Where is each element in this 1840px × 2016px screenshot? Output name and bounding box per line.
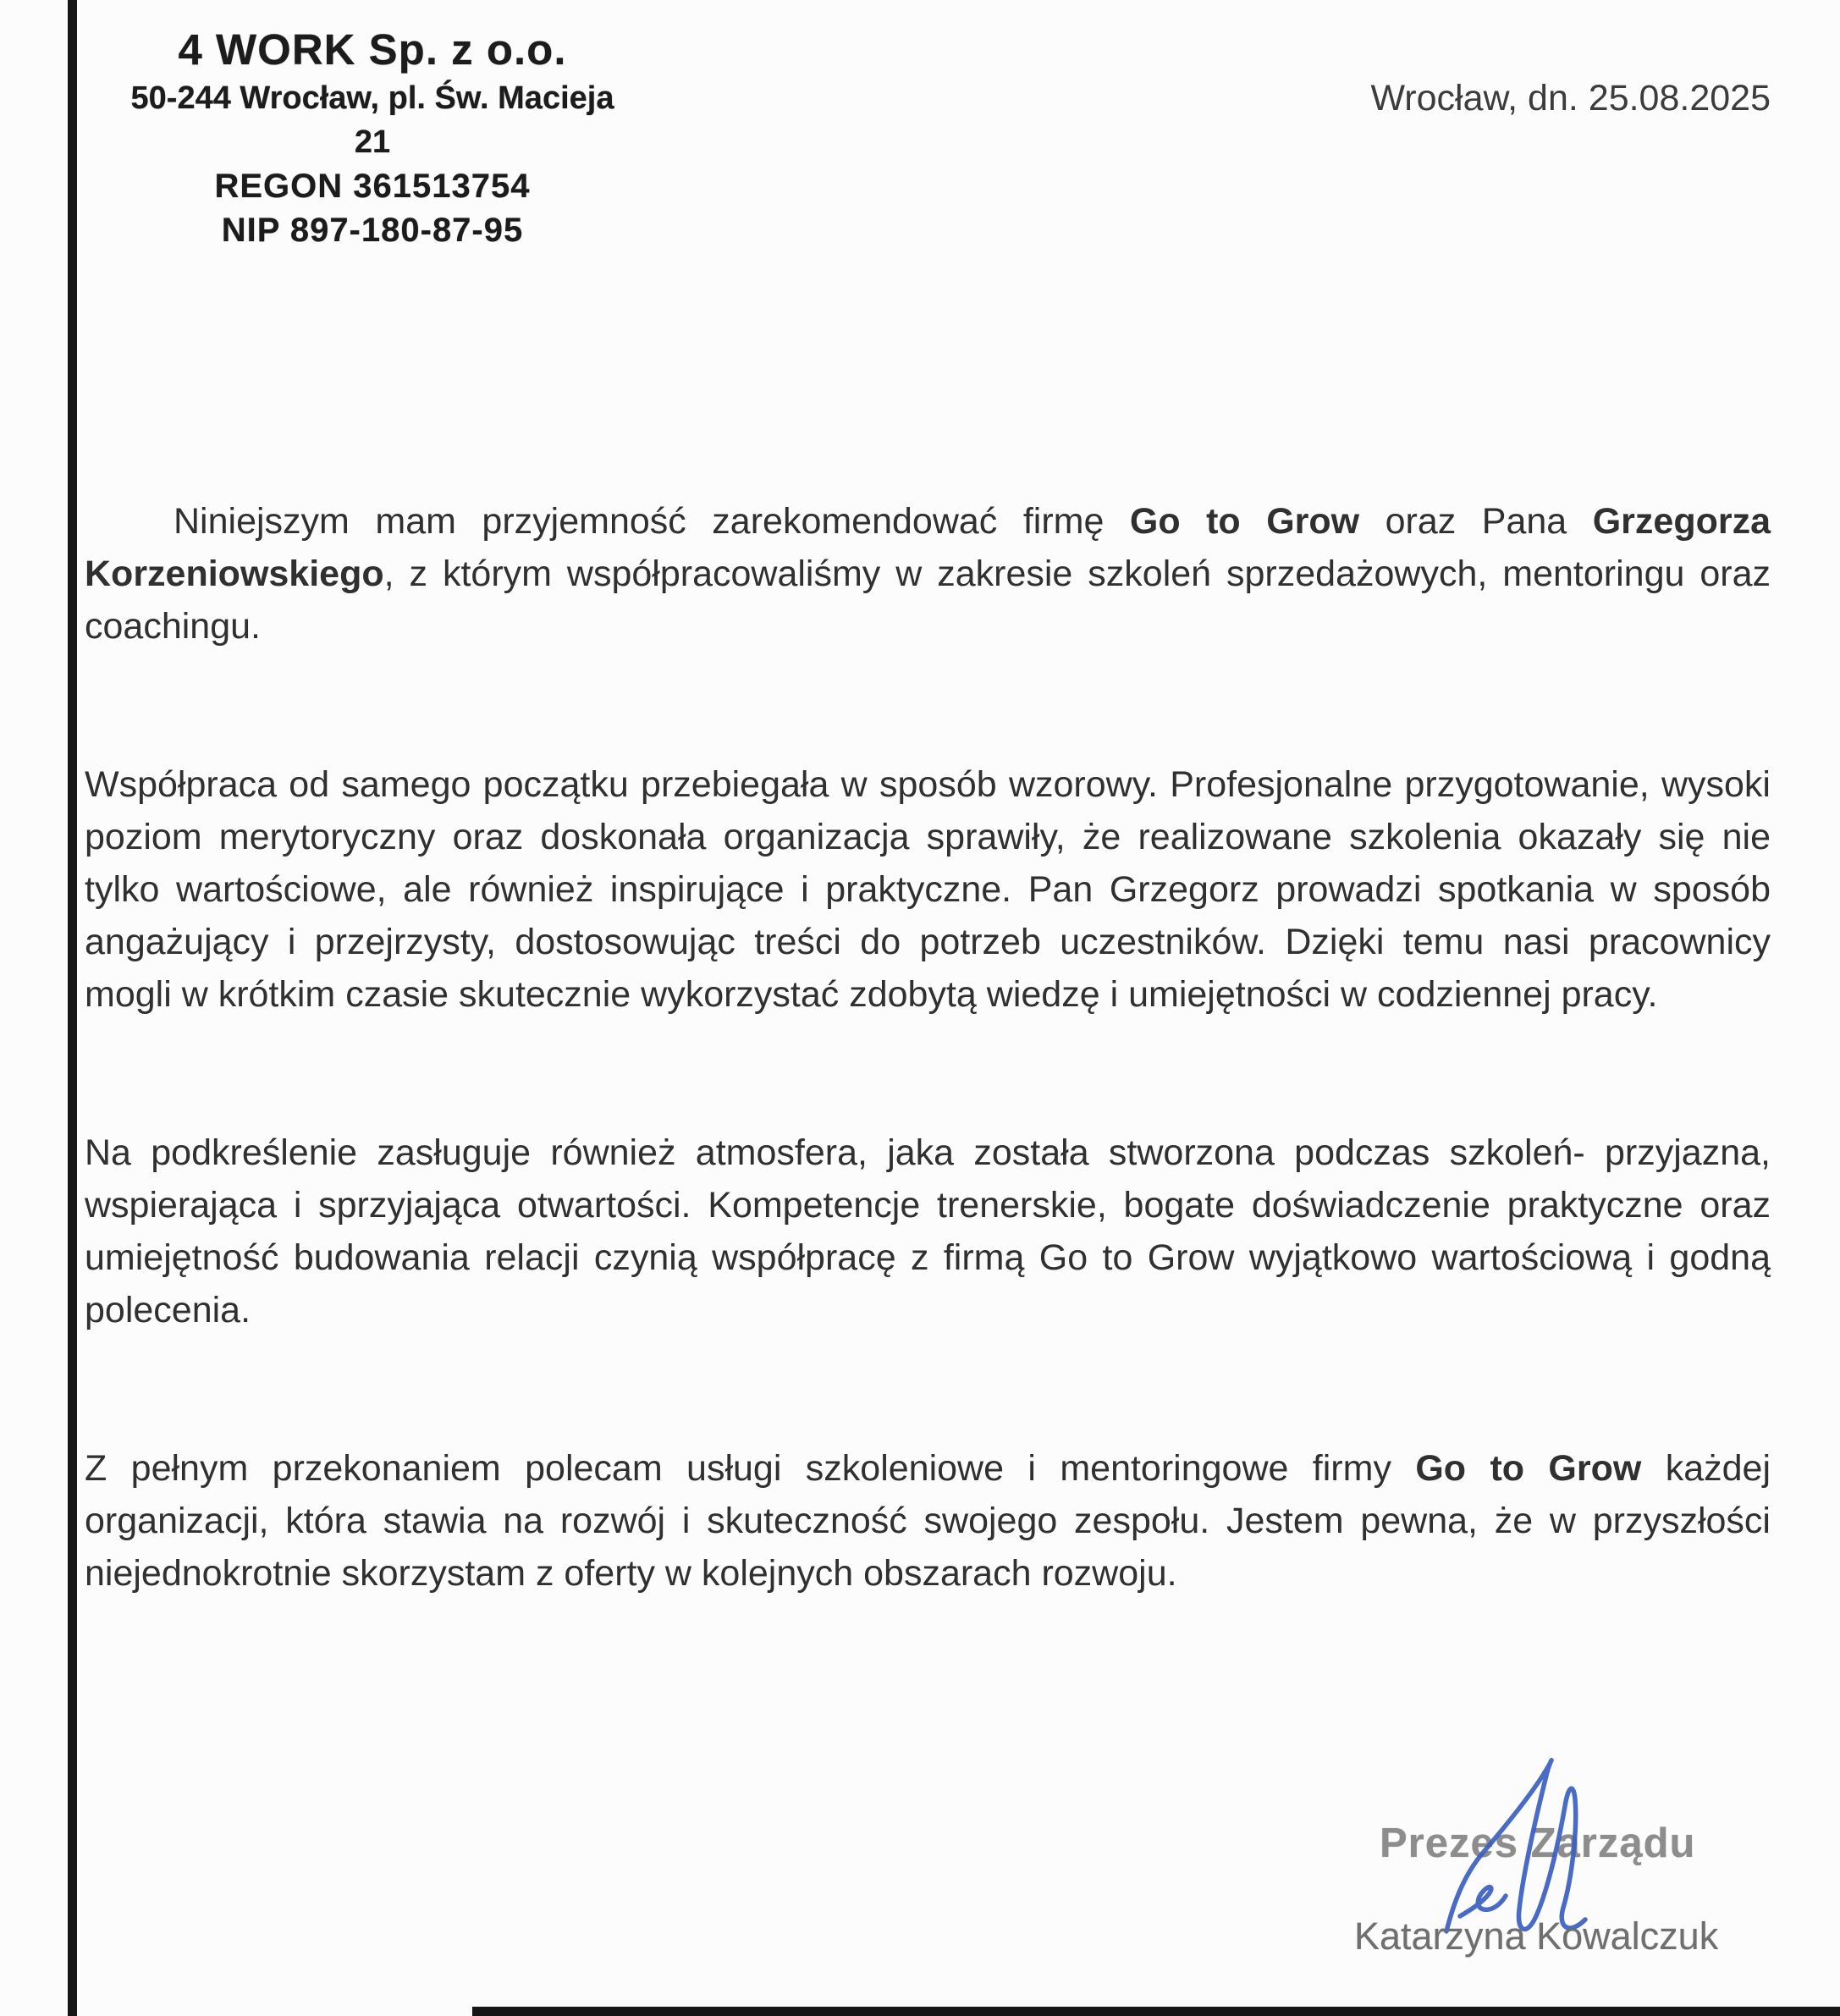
dateline: Wrocław, dn. 25.08.2025: [1370, 78, 1771, 118]
letter-body: [85, 495, 1771, 1705]
company-regon: REGON 361513754: [214, 168, 531, 205]
paragraph-introduction: Niniejszym mam przyjemność zarekomendować firmę Go to Grow oraz Pana Grzegorza Korzeniowskiego, z którym współpracowaliśmy w zakresie szkoleń sprzedażowych, mentoringu oraz coachingu.: [85, 501, 1771, 647]
paragraph-atmosphere: Na podkreślenie zasługuje również atmosfera, jaka została stworzona podczas szkoleń- przyjazna, wspierająca i sprzyjająca otwartości. Kompetencje trenerskie, bogate doświadczenie praktyczne oraz umiejętność budowania relacji czynią współpracę z firmą Go to Grow wyjątkowo wartościową i godną polecenia.: [85, 1132, 1771, 1330]
scan-artifact-bottom-edge: [472, 2007, 1840, 2016]
paragraph-cooperation: Współpraca od samego początku przebiegała w sposób wzorowy. Profesjonalne przygotowanie, wysoki poziom merytoryczny oraz doskonała organizacja sprawiły, że realizowane szkolenia okazały się nie tylko wartościowe, ale również inspirujące i praktyczne. Pan Grzegorz prowadzi spotkania w sposób angażujący i przejrzysty, dostosowując treści do potrzeb uczestników. Dzięki temu nasi pracownicy mogli w krótkim czasie skutecznie wykorzystać zdobytą wiedzę i umiejętności w codziennej pracy.: [85, 764, 1771, 1015]
paragraph-recommendation: Z pełnym przekonaniem polecam usługi szkoleniowe i mentoringowe firmy Go to Grow każdej organizacji, która stawia na rozwój i skuteczność swojego zespołu. Jestem pewna, że w przyszłości niejednokrotnie skorzystam z oferty w kolejnych obszarach rozwoju.: [85, 1448, 1771, 1594]
company-address: 50-244 Wrocław, pl. Św. Macieja 21: [130, 80, 614, 160]
scan-artifact-left-edge: [68, 0, 77, 2016]
signature-name-stamp: Katarzyna Kowalczuk: [1354, 1914, 1719, 1958]
company-name: 4 WORK Sp. z o.o.: [178, 25, 567, 74]
company-nip: NIP 897-180-87-95: [221, 212, 524, 249]
signature-title-stamp: Prezes Zarządu: [1380, 1820, 1696, 1866]
company-letterhead-stamp: [110, 24, 635, 252]
